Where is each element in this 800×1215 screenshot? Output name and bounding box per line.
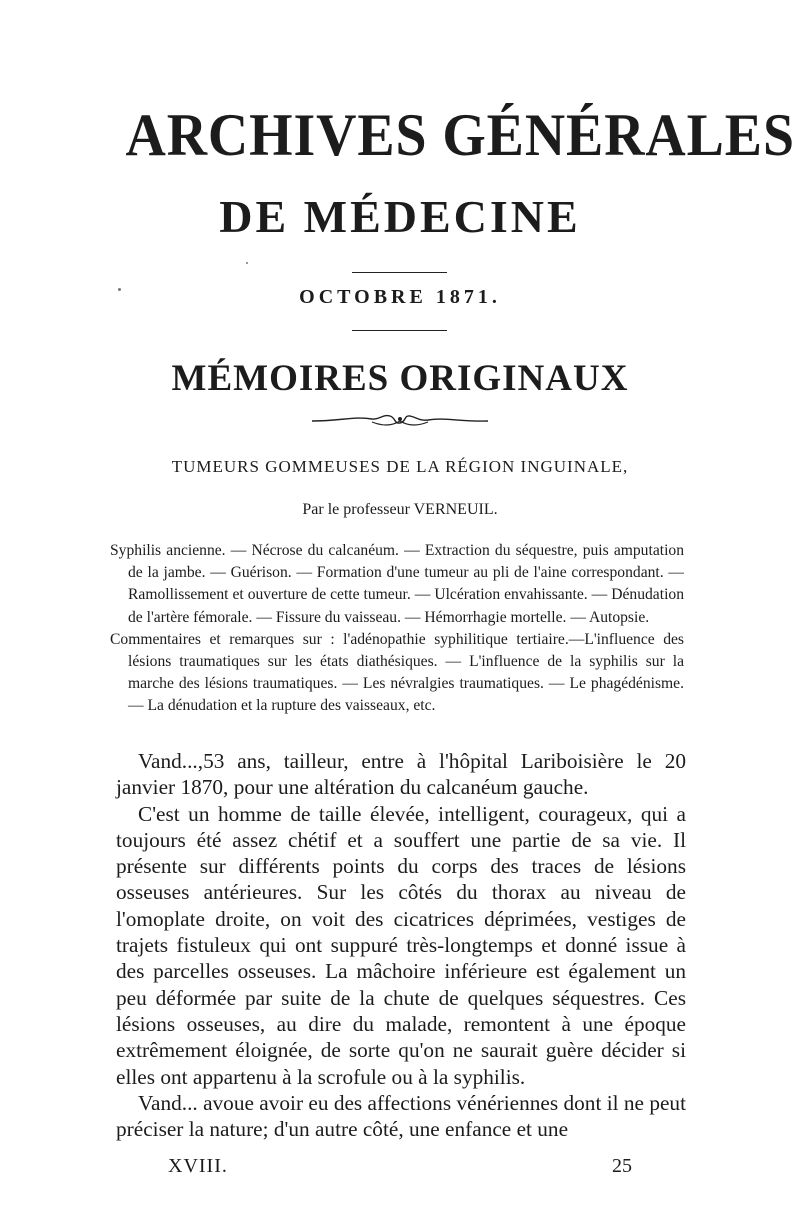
abstract-paragraph: Syphilis ancienne. — Nécrose du calcanéum. — Extraction du séquestre, puis amputation de la jambe. — Guérison. — Formation d'une tumeur au pli de l'aine correspondant. — Ramollissement et ouverture de cette tumeur. — Ulcération envahissante. — Dénudation de l'artère fémorale. — Fissure du vaisseau. — Hémorrhagie mortelle. — Autopsie. <box>110 542 684 626</box>
divider-rule-top <box>352 272 447 273</box>
issue-date: OCTOBRE 1871. <box>299 286 501 308</box>
page-footer <box>160 1152 660 1180</box>
page-number: 25 <box>612 1155 632 1177</box>
journal-subtitle: DE MÉDECINE <box>219 191 581 242</box>
journal-title: ARCHIVES GÉNÉRALES <box>125 102 795 168</box>
divider-rule-bottom <box>352 330 447 331</box>
print-speck <box>246 262 248 264</box>
body-paragraph: C'est un homme de taille élevée, intelligent, courageux, qui a toujours été assez chétif et a souffert une partie de sa vie. Il présente sur différents points du corps des traces de lésions osseuses antérieures. Sur les côtés du thorax au niveau de l'omoplate droite, on voit des cicatrices déprimées, vestiges de trajets fistuleux qui ont suppuré très-longtemps et donné issue à des parcelles osseuses. La mâchoire inférieure est également un peu déformée par suite de la chute de quelques séquestres. Ces lésions osseuses, au dire du malade, remontent à une époque extrêmement éloignée, de sorte qu'on ne saurait guère décider si elles ont appartenu à la scrofule ou à la syphilis. <box>116 801 686 1089</box>
ornament-flourish-icon <box>310 408 490 432</box>
print-speck <box>118 288 121 291</box>
abstract-paragraph: Commentaires et remarques sur : l'adénopathie syphilitique tertiaire.—L'influence des lésions traumatiques sur les états diathésiques. — L'influence de la syphilis sur la marche des lésions traumatiques. — Les névralgies traumatiques. — Le phagédénisme. — La dénudation et la rupture des vaisseaux, etc. <box>110 630 684 715</box>
signature-mark: XVIII. <box>168 1155 228 1177</box>
article-abstract <box>110 540 684 718</box>
section-title: MÉMOIRES ORIGINAUX <box>171 358 629 399</box>
body-paragraph: Vand...,53 ans, tailleur, entre à l'hôpital Lariboisière le 20 janvier 1870, pour une altération du calcanéum gauche. <box>116 749 686 800</box>
body-paragraph: Vand... avoue avoir eu des affections vénériennes dont il ne peut préciser la nature; d'un autre côté, une enfance et une <box>116 1090 686 1142</box>
article-title: TUMEURS GOMMEUSES DE LA RÉGION INGUINALE, <box>171 457 629 476</box>
article-byline: Par le professeur VERNEUIL. <box>302 501 498 518</box>
article-body <box>116 748 686 1142</box>
